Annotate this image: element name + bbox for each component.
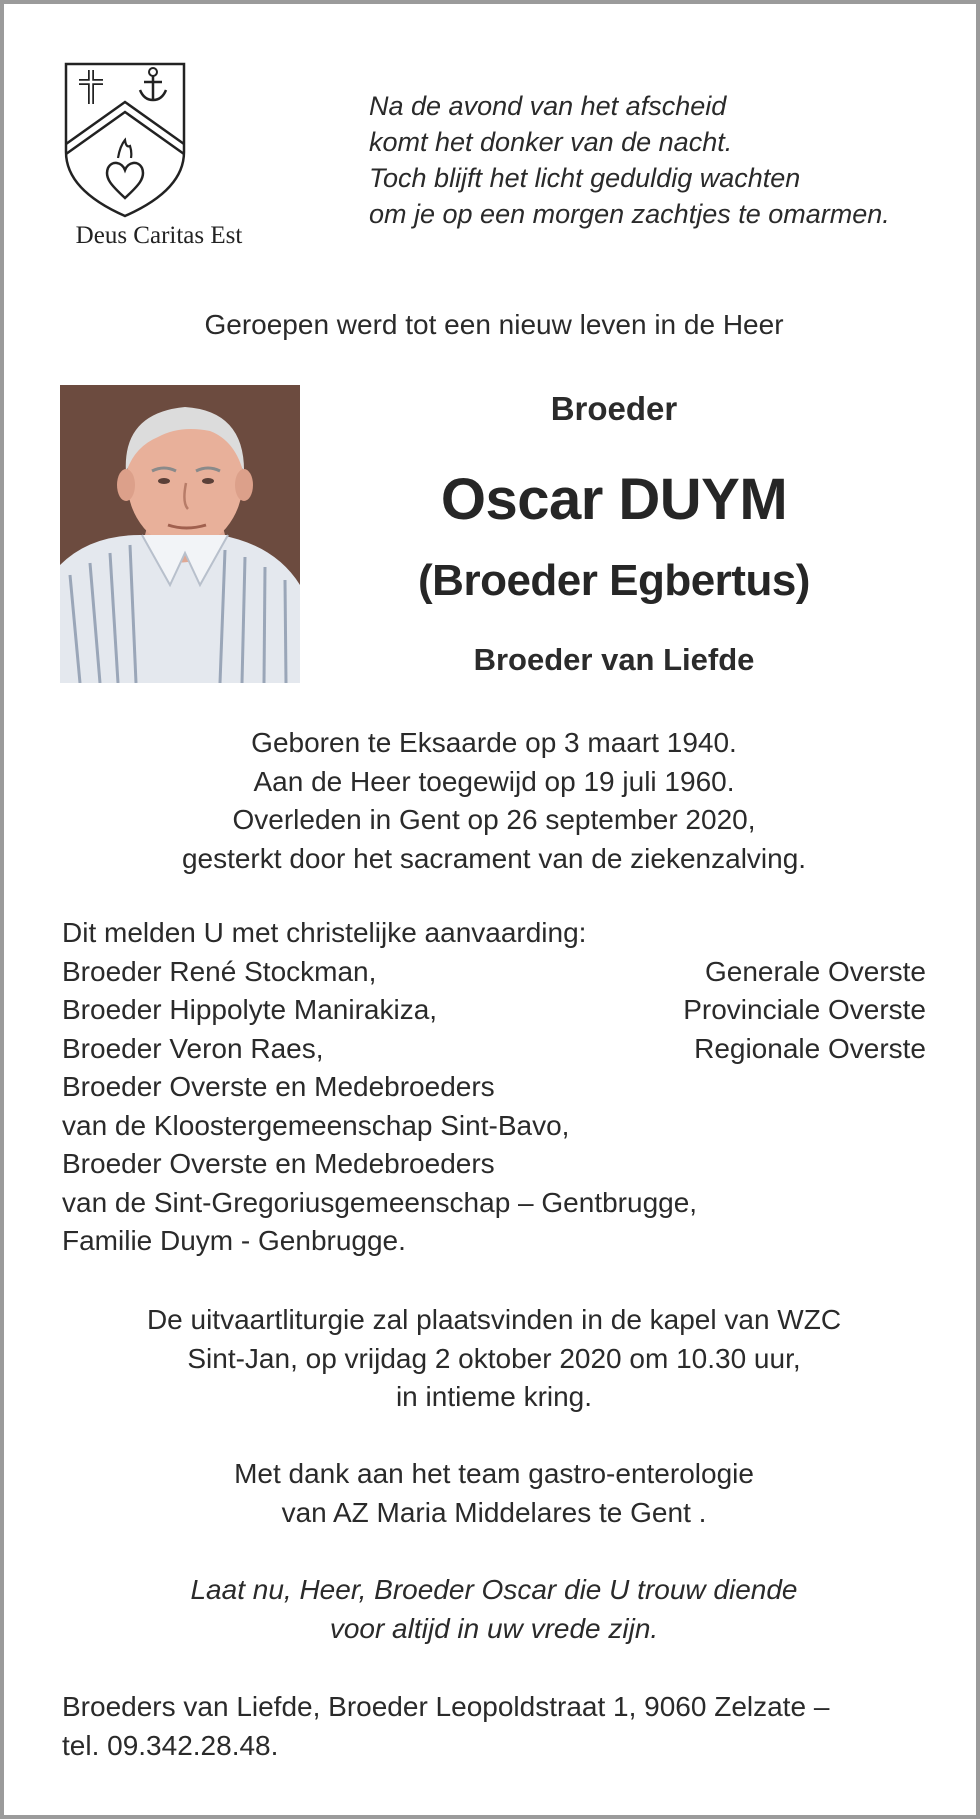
mourner-line: Broeder Overste en Medebroeders (62, 1071, 495, 1102)
life-date-line: Overleden in Gent op 26 september 2020, (232, 804, 756, 835)
announcement (62, 914, 926, 1261)
funeral-info (4, 1301, 980, 1417)
address-line: Broeders van Liefde, Broeder Leopoldstraat 1, 9060 Zelzate – (62, 1691, 830, 1722)
poem-line: Na de avond van het afscheid (369, 91, 727, 121)
signatory-row (62, 1030, 926, 1069)
address-phone: tel. 09.342.28.48. (62, 1729, 279, 1761)
poem-line: om je op een morgen zachtjes te omarmen. (369, 199, 890, 229)
announcement-intro: Dit melden U met christelijke aanvaarding: (62, 917, 587, 948)
poem-line: Toch blijft het licht geduldig wachten (369, 163, 801, 193)
signatory-name: Broeder Hippolyte Manirakiza, (62, 994, 438, 1025)
portrait-photo (60, 385, 300, 683)
signatory-role: Regionale Overste (694, 1032, 926, 1064)
prayer-line: Laat nu, Heer, Broeder Oscar die U trouw diende (190, 1574, 798, 1605)
thanks-line: Met dank aan het team gastro-enterologie (234, 1458, 754, 1489)
mourner-line: Familie Duym - Genbrugge. (62, 1225, 406, 1256)
deceased-name: Oscar DUYM (440, 467, 788, 532)
poem (369, 88, 949, 232)
mourner-line: Broeder Overste en Medebroeders (62, 1148, 495, 1179)
prayer-line: voor altijd in uw vrede zijn. (329, 1612, 659, 1644)
closing-prayer (4, 1571, 980, 1648)
life-date-line: Geboren te Eksaarde op 3 maart 1940. (251, 727, 737, 758)
thanks (4, 1455, 980, 1532)
mourner-line: van de Kloostergemeenschap Sint-Bavo, (62, 1109, 570, 1141)
poem-line: komt het donker van de nacht. (369, 127, 733, 157)
life-dates (4, 724, 980, 878)
religious-name: (Broeder Egbertus) (418, 556, 810, 605)
life-date-line: gesterkt door het sacrament van de ziekenzalving. (181, 842, 807, 874)
signatory-name: Broeder Veron Raes, (62, 1032, 324, 1064)
name-prefix: Broeder (550, 390, 678, 427)
thanks-line: van AZ Maria Middelares te Gent . (281, 1496, 707, 1528)
life-date-line: Aan de Heer toegewijd op 19 juli 1960. (253, 765, 735, 797)
signatory-row (62, 991, 926, 1030)
coat-of-arms-icon (60, 60, 190, 220)
intro-line: Geroepen werd tot een nieuw leven in de Heer (204, 309, 784, 340)
order-name: Broeder van Liefde (473, 642, 755, 677)
funeral-line: in intieme kring. (395, 1381, 593, 1412)
contact-address (62, 1688, 942, 1765)
signatory-role: Provinciale Overste (683, 994, 926, 1025)
motto: Deus Caritas Est (75, 222, 243, 249)
funeral-line: De uitvaartliturgie zal plaatsvinden in de kapel van WZC (146, 1304, 842, 1335)
signatory-row (62, 953, 926, 992)
funeral-line: Sint-Jan, op vrijdag 2 oktober 2020 om 10.30 uur, (187, 1342, 801, 1374)
signatory-role: Generale Overste (705, 955, 926, 987)
signatory-name: Broeder René Stockman, (62, 955, 377, 987)
mourner-line: van de Sint-Gregoriusgemeenschap – Gentbrugge, (62, 1186, 698, 1218)
